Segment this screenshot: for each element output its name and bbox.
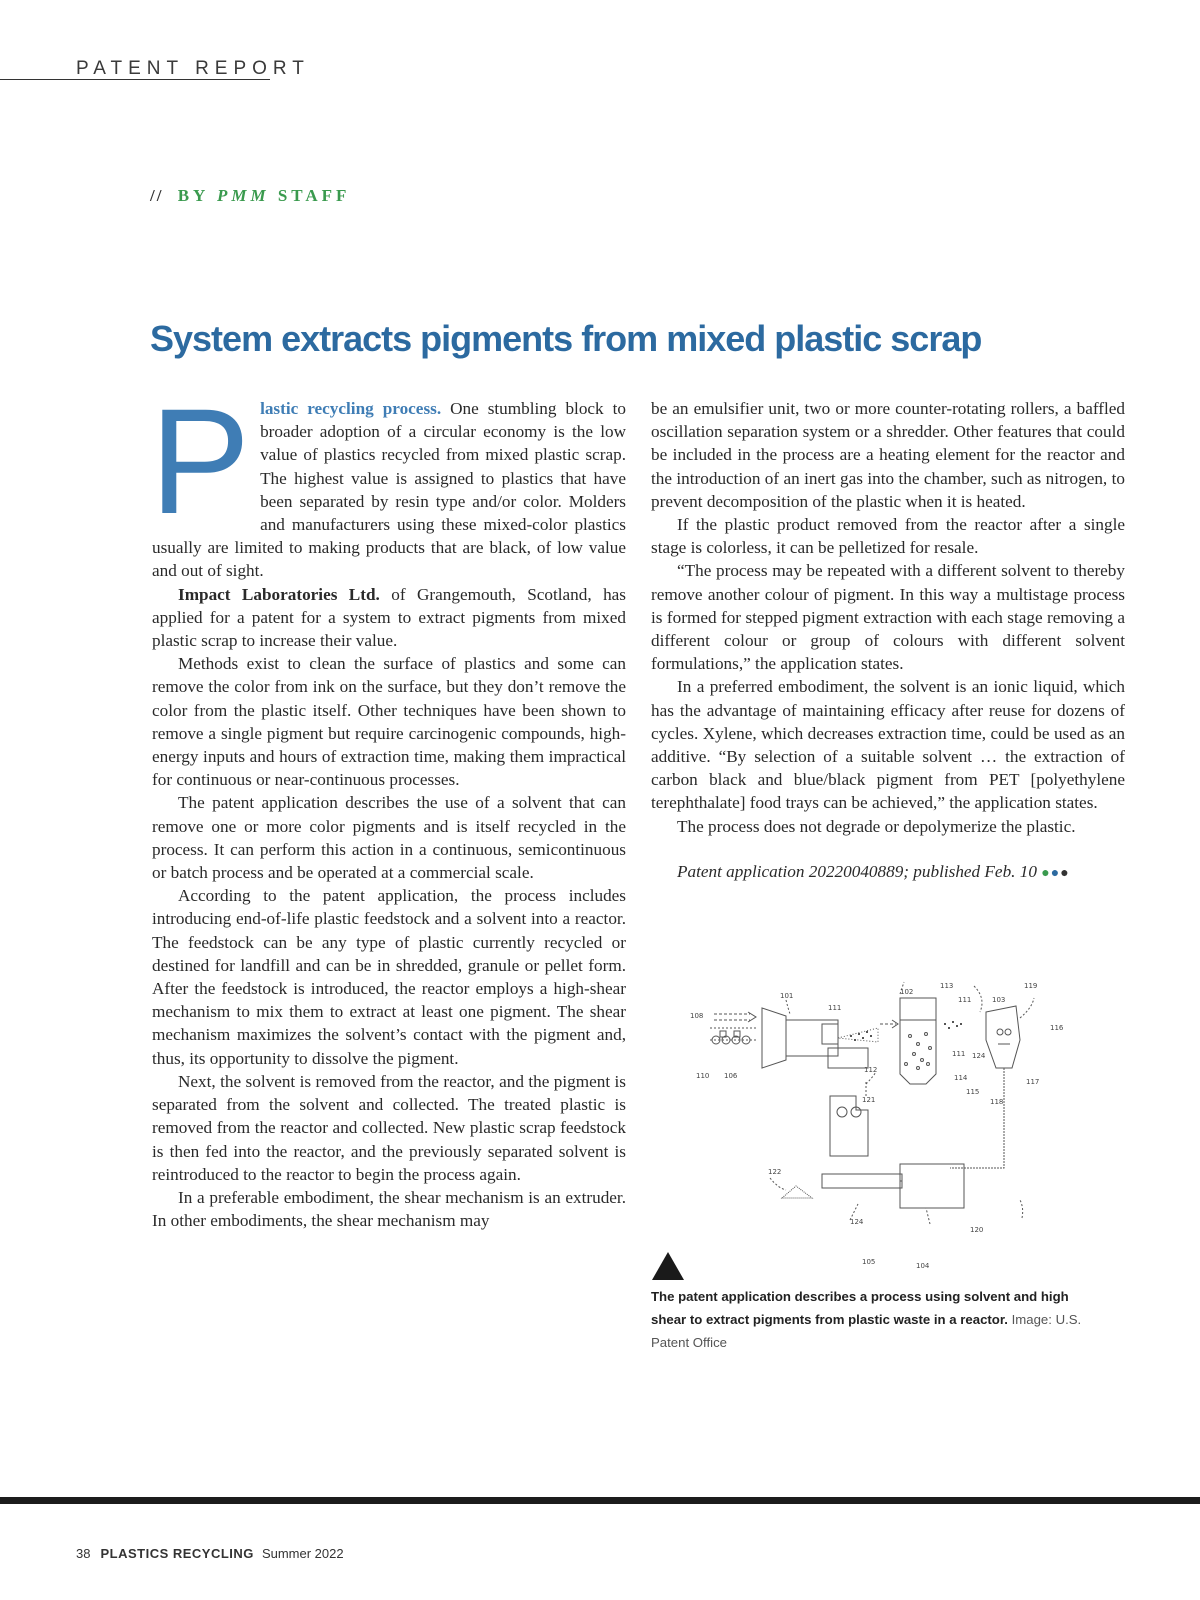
caption-triangle-icon (652, 1252, 684, 1280)
figure-caption (651, 1285, 1091, 1354)
label-118: 118 (990, 1098, 1004, 1106)
label-106: 106 (724, 1072, 738, 1080)
page-footer (76, 1546, 344, 1561)
article-paragraph-4: The patent application describes the use of a solvent that can remove one or more color pigments and is itself recycled in the process. It can perform this action in a continuous, semicontinuous or batch process and be operated at a commercial scale. (152, 793, 626, 883)
article-paragraph-7b (651, 397, 1125, 513)
article-paragraph-2 (152, 583, 626, 653)
label-121: 121 (862, 1096, 876, 1104)
label-113: 113 (940, 982, 954, 990)
article-headline: System extracts pigments from mixed plastic scrap (150, 318, 982, 359)
article-paragraph-8: If the plastic product removed from the reactor after a single stage is colorless, it can be pelletized for resale. (651, 515, 1125, 558)
magazine-name: PLASTICS RECYCLING (100, 1546, 254, 1561)
article-paragraph-10: In a preferred embodiment, the solvent is an ionic liquid, which has the advantage of maintaining efficacy after reuse for dozens of cycles. Xylene, which decreases extraction time, could be used as an additive. “By selection of a suitable solvent … the extraction of carbon black and blue/black pigment from PET [polyethylene terephthalate] food trays can be achieved,” the application states. (651, 677, 1125, 813)
byline-staff: STAFF (277, 186, 351, 205)
paragraph-2-text: of Grangemouth, Scotland, has applied for a patent for a system to extract pigments from mixed plastic scrap to increase their value. (152, 584, 626, 651)
issue-date: Summer 2022 (261, 1546, 344, 1561)
label-104: 104 (916, 1262, 930, 1268)
drop-cap: P (150, 377, 251, 545)
section-rule (0, 79, 270, 80)
label-111-c: 111 (952, 1050, 966, 1058)
article-column-right (651, 397, 1125, 885)
page-number: 38 (76, 1546, 91, 1561)
lead-in: lastic recycling process. (260, 399, 442, 418)
byline-slashes: // (150, 186, 164, 205)
byline-publication: PMM (216, 186, 270, 205)
citation-text: Patent application 20220040889; published Feb. 10 (677, 861, 1037, 881)
label-124-b: 124 (850, 1218, 864, 1226)
caption-text: The patent application describes a process using solvent and high shear to extract pigments from plastic waste in a reactor. (651, 1289, 1069, 1327)
label-108: 108 (690, 1012, 704, 1020)
label-122: 122 (768, 1168, 782, 1176)
label-116: 116 (1050, 1024, 1064, 1032)
article-paragraph-6: Next, the solvent is removed from the reactor, and the pigment is separated from the solvent and collected. The treated plastic is removed from the reactor and collected. New plastic scrap feedstock is then fed into the reactor, and the previously separated solvent is reintroduced to the reactor to begin the process again. (152, 1071, 626, 1184)
label-117: 117 (1026, 1078, 1040, 1086)
label-115: 115 (966, 1088, 980, 1096)
patent-diagram (690, 968, 1070, 1268)
label-105: 105 (862, 1258, 876, 1266)
diagram-reference-numbers (690, 982, 1064, 1268)
company-name: Impact Laboratories Ltd. (178, 584, 380, 604)
paragraph-7-left-text: In a preferable embodiment, the shear mechanism is an extruder. In other embodiments, the shear mechanism may (152, 1187, 626, 1231)
label-111-b: 111 (958, 996, 972, 1004)
footer-rule (0, 1497, 1200, 1504)
label-124-a: 124 (972, 1052, 986, 1060)
article-column-left (150, 377, 626, 1232)
byline-by: BY (177, 186, 209, 205)
article-paragraph-9: “The process may be repeated with a different solvent to thereby remove another colour of pigment. In this way a multistage process is formed for stepped pigment extraction with each stage removing a different colour or group of colours with different solvent formulations,” the application states. (651, 561, 1125, 674)
article-paragraph-1 (150, 377, 626, 583)
label-103: 103 (992, 996, 1006, 1004)
label-120: 120 (970, 1226, 984, 1234)
paragraph-7-right-text: be an emulsifier unit, two or more counter-rotating rollers, a baffled oscillation separation system or a shredder. Other features that could be included in the process are a heating element for the reactor and the introduction of an inert gas into the chamber, such as nitrogen, to prevent decomposition of the plastic when it is heated. (651, 399, 1125, 511)
label-112: 112 (864, 1066, 878, 1074)
end-mark-icon: ●●● (1041, 865, 1070, 881)
article-paragraph-11: The process does not degrade or depolymerize the plastic. (677, 816, 1076, 836)
label-114: 114 (954, 1074, 968, 1082)
paragraph-1-text: One stumbling block to broader adoption of a circular economy is the low value of plastics recycled from mixed plastic scrap. The highest value is assigned to plastics that have been separated by resin type and/or color. Molders and manufacturers using these mixed-color plastics usually are limited to making products that are black, of low value and out of sight. (152, 399, 626, 581)
byline (150, 186, 350, 206)
label-111-a: 111 (828, 1004, 842, 1012)
caption-credit: Image: U.S. Patent Office (651, 1312, 1082, 1350)
article-paragraph-5: According to the patent application, the process includes introducing end-of-life plastic feedstock and a solvent into a reactor. The feedstock can be any type of plastic currently recycled or destined for landfill and can be in shredded, granule or pellet form. After the feedstock is introduced, the reactor employs a high-shear mechanism to mix them to extract at least one pigment. The shear mechanism maximizes the solvent’s contact with the pigment and, thus, its opportunity to dissolve the pigment. (152, 886, 626, 1068)
section-label: PATENT REPORT (76, 58, 310, 79)
label-102: 102 (900, 988, 914, 996)
label-119: 119 (1024, 982, 1038, 990)
article-paragraph-7a (152, 1186, 626, 1232)
patent-citation (651, 860, 1125, 885)
label-110: 110 (696, 1072, 710, 1080)
label-101: 101 (780, 992, 794, 1000)
article-paragraph-3: Methods exist to clean the surface of plastics and some can remove the color from ink on the surface, but they don’t remove the color from the plastic itself. Other techniques have been shown to remove a single pigment but require carcinogenic compounds, high-energy inputs and hours of extraction time, making them impractical for continuous or near-continuous processes. (152, 654, 626, 790)
